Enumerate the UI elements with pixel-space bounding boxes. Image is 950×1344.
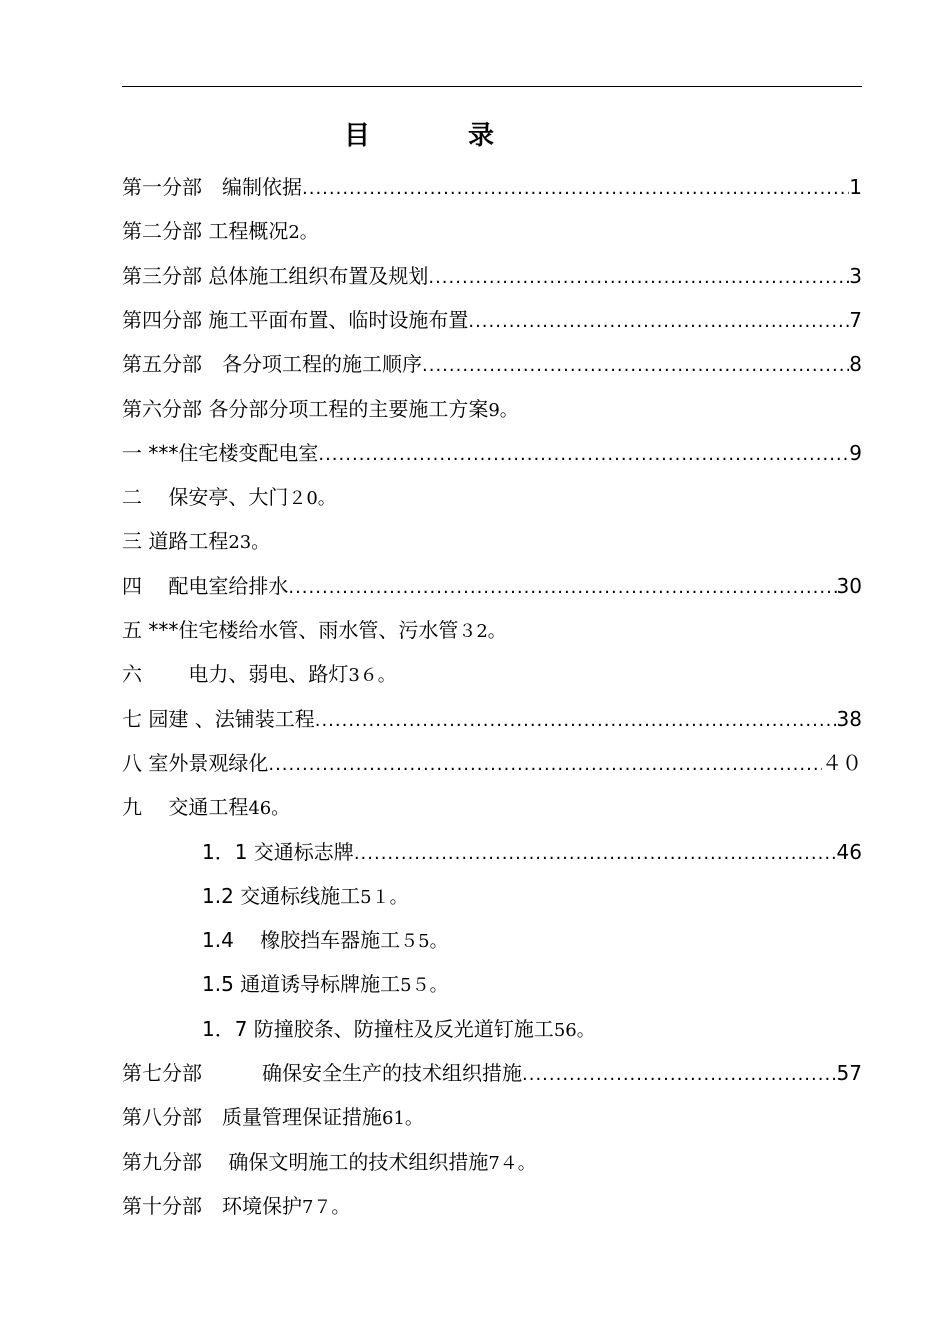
toc-entry[interactable] bbox=[122, 967, 862, 1001]
toc-entry-label: 第十分部 环境保护 bbox=[122, 1193, 302, 1218]
toc-entry[interactable] bbox=[122, 613, 862, 647]
dot-leader bbox=[315, 702, 837, 738]
dot-leader bbox=[522, 1056, 837, 1092]
toc-entry-label: 第五分部 各分项工程的施工顺序 bbox=[122, 352, 422, 377]
toc-entry-page: 7７。 bbox=[302, 1196, 350, 1218]
dot-leader bbox=[468, 303, 849, 339]
toc-entry-label: 第三分部 总体施工组织布置及规划 bbox=[122, 263, 429, 288]
toc-entry[interactable] bbox=[122, 702, 862, 736]
toc-entry-page: 7４。 bbox=[488, 1152, 536, 1174]
toc-entry-label: 1．7 防撞胶条、防撞柱及反光道钉施工 bbox=[122, 1016, 554, 1041]
toc-entry-page: 2。 bbox=[288, 222, 318, 244]
toc-entry-label: 第六分部 各分部分项工程的主要施工方案 bbox=[122, 396, 489, 421]
toc-entry[interactable] bbox=[122, 347, 862, 381]
toc-entry-page: 9 bbox=[849, 440, 862, 465]
toc-entry[interactable] bbox=[122, 303, 862, 337]
toc-entry-page: 23。 bbox=[228, 532, 270, 554]
toc-entry-page: 8 bbox=[849, 352, 862, 377]
toc-entry-label: 五 ***住宅楼给水管、雨水管、污水管 bbox=[122, 618, 459, 642]
toc-entry[interactable] bbox=[122, 524, 862, 558]
toc-entry[interactable] bbox=[122, 1189, 862, 1223]
toc-entry-page: 61。 bbox=[382, 1108, 423, 1130]
header-rule bbox=[122, 86, 862, 87]
toc-entry[interactable] bbox=[122, 259, 862, 293]
toc-entry-label: 第二分部 工程概况 bbox=[122, 219, 289, 244]
toc-entry-label: 二 保安亭、大门 bbox=[122, 485, 289, 510]
toc-entry-label: 九 交通工程 bbox=[122, 795, 249, 820]
toc-entry[interactable] bbox=[122, 1056, 862, 1090]
toc-entry-label: 1.4 橡胶挡车器施工 bbox=[122, 928, 401, 953]
toc-entry[interactable] bbox=[122, 569, 862, 603]
toc-entry-page: 9。 bbox=[488, 399, 518, 421]
toc-entry[interactable] bbox=[122, 214, 862, 248]
dot-leader bbox=[268, 746, 822, 782]
toc-entry-page: 5１。 bbox=[360, 886, 408, 908]
toc-title: 目 录 bbox=[344, 121, 531, 151]
toc-entry[interactable] bbox=[122, 170, 862, 204]
toc-entry[interactable] bbox=[122, 392, 862, 426]
toc-entry-page: 3６。 bbox=[348, 665, 396, 687]
toc-entry-page: 7 bbox=[849, 307, 862, 332]
toc-entry-page: ４０ bbox=[822, 750, 862, 775]
toc-entry-page: 5５。 bbox=[400, 975, 448, 997]
toc-entry-page: 30 bbox=[836, 573, 862, 598]
toc-entry-page: 56。 bbox=[553, 1019, 595, 1041]
toc-entry-page: ３2。 bbox=[458, 621, 506, 642]
dot-leader bbox=[428, 259, 849, 295]
toc-entry-label: 四 配电室给排水 bbox=[122, 573, 289, 598]
toc-entry[interactable] bbox=[122, 1012, 862, 1046]
dot-leader bbox=[302, 170, 849, 206]
toc-entry[interactable] bbox=[122, 746, 862, 780]
toc-entry-label: 第四分部 施工平面布置、临时设施布置 bbox=[122, 307, 469, 332]
dot-leader bbox=[422, 347, 849, 383]
toc-entry-label: 第一分部 编制依据 bbox=[122, 175, 302, 199]
toc-entry[interactable] bbox=[122, 436, 862, 470]
dot-leader bbox=[354, 835, 837, 871]
toc-entry-page: 1 bbox=[849, 175, 862, 199]
toc-entry[interactable] bbox=[122, 879, 862, 913]
toc-entry-label: 1．1 交通标志牌 bbox=[122, 839, 354, 864]
dot-leader bbox=[288, 569, 836, 605]
toc-entry[interactable] bbox=[122, 1100, 862, 1134]
toc-entry-page: ２0。 bbox=[288, 488, 336, 510]
toc-entry-page: 46 bbox=[836, 839, 862, 864]
toc-entry-page: 46。 bbox=[248, 798, 290, 820]
toc-entry[interactable] bbox=[122, 480, 862, 514]
toc-entry[interactable] bbox=[122, 1145, 862, 1179]
toc-entry[interactable] bbox=[122, 657, 862, 691]
toc-entry[interactable] bbox=[122, 835, 862, 869]
toc-entry-label: 第八分部 质量管理保证措施 bbox=[122, 1105, 382, 1130]
toc-entry-label: 六 电力、弱电、路灯 bbox=[122, 662, 349, 687]
toc-entry-label: 一 ***住宅楼变配电室 bbox=[122, 440, 319, 465]
toc-entry-label: 三 道路工程 bbox=[122, 529, 229, 554]
toc-entry-page: ５5。 bbox=[400, 931, 448, 953]
toc-entry[interactable] bbox=[122, 923, 862, 957]
toc-entry-label: 1.2 交通标线施工 bbox=[122, 883, 361, 908]
toc-entry-page: 3 bbox=[849, 263, 862, 288]
toc-entry[interactable] bbox=[122, 790, 862, 824]
toc-entry-label: 第九分部 确保文明施工的技术组织措施 bbox=[122, 1149, 489, 1174]
toc-entry-label: 1.5 通道诱导标牌施工 bbox=[122, 972, 401, 997]
toc-entry-page: 38 bbox=[836, 706, 862, 731]
toc-entry-page: 57 bbox=[836, 1061, 862, 1085]
dot-leader bbox=[318, 436, 849, 472]
toc-entry-label: 第七分部 确保安全生产的技术组织措施 bbox=[122, 1061, 522, 1085]
toc-entry-label: 八 室外景观绿化 bbox=[122, 750, 269, 775]
toc-entry-label: 七 园建 、法铺装工程 bbox=[122, 706, 315, 731]
